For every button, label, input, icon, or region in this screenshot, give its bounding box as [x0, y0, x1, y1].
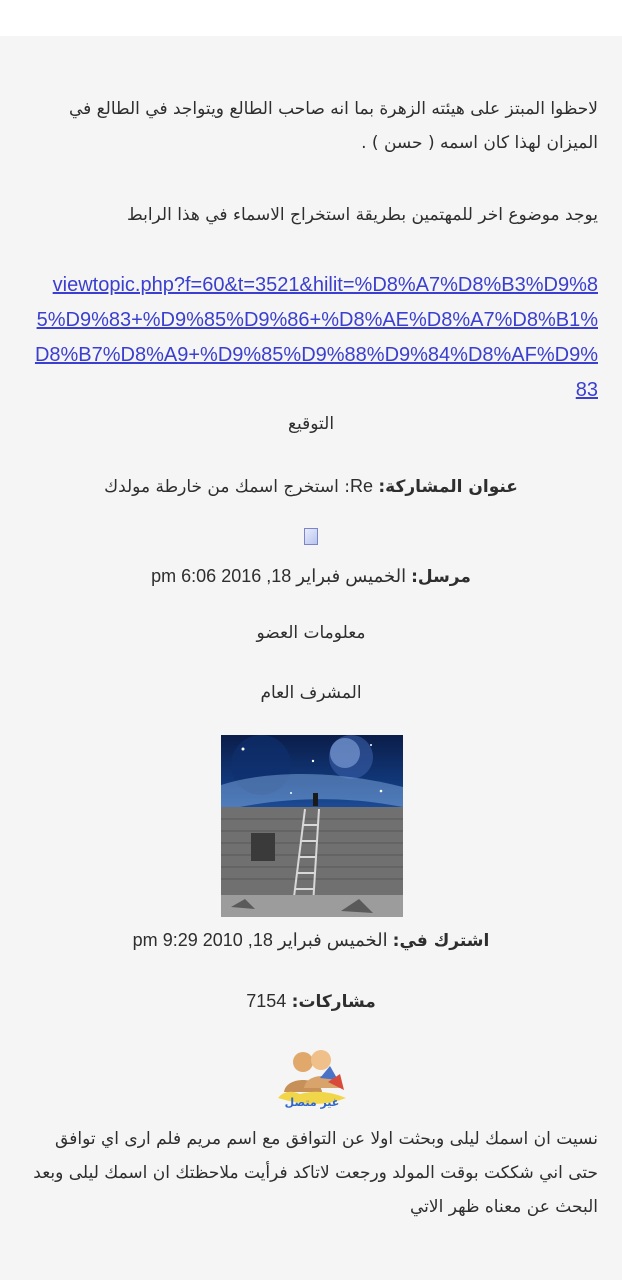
- post-icon-row: [0, 528, 622, 550]
- signature-label: التوقيع: [287, 414, 335, 434]
- topic-link[interactable]: viewtopic.php?f=60&t=3521&hilit=%D8%A7%D8%B3%D9%85%D9%83+%D9%85%D9%86+%D8%AE%D8%A7%D8%B1%D8%B7%D8%A9+%D9%85%D9%88%D9%84%D8%AF%D9%83: [34, 274, 598, 401]
- document-icon[interactable]: [304, 528, 318, 545]
- posted-label: مرسل:: [411, 567, 471, 587]
- posted-row: [0, 566, 622, 587]
- avatar: [221, 735, 403, 917]
- subject-label: عنوان المشاركة:: [378, 477, 518, 497]
- status-badge-text: غير متصل: [284, 1096, 340, 1109]
- post-content: [0, 36, 622, 1280]
- top-bar: [0, 0, 622, 36]
- reply-subject: [0, 476, 622, 497]
- post-intro-text: لاحظوا المبتز على هيئته الزهرة بما انه صاحب الطالع ويتواجد في الطالع في الميزان لهذا كان اسمه ( حسن ) .: [68, 99, 598, 153]
- subject-prefix: Re: [349, 476, 373, 496]
- posted-date: الخميس فبراير 18, 2016 6:06 pm: [151, 566, 412, 586]
- member-info-label: معلومات العضو: [256, 623, 366, 643]
- joined-row: [0, 930, 622, 951]
- post-count-row: [0, 991, 622, 1012]
- posts-label: مشاركات:: [291, 992, 376, 1012]
- member-role: المشرف العام: [260, 683, 362, 703]
- joined-label: اشترك في:: [392, 931, 490, 951]
- subject-value: : استخرج اسمك من خارطة مولدك: [104, 477, 350, 497]
- users-offline-icon: [276, 1048, 348, 1112]
- joined-date: الخميس فبراير 18, 2010 9:29 pm: [132, 930, 393, 950]
- reply-body-text: نسيت ان اسمك ليلى وبحثت اولا عن التوافق مع اسم مريم فلم ارى اي توافق حتى اني شككت بوقت المولد ورجعت لاتاكد فرأيت ملاحظتك ان اسمك ليلى وبعد البحث عن معناه ظهر الاتي: [33, 1129, 598, 1217]
- post-topic-text: يوجد موضوع اخر للمهتمين بطريقة استخراج الاسماء في هذا الرابط: [126, 205, 598, 225]
- posts-count: 7154: [246, 991, 287, 1011]
